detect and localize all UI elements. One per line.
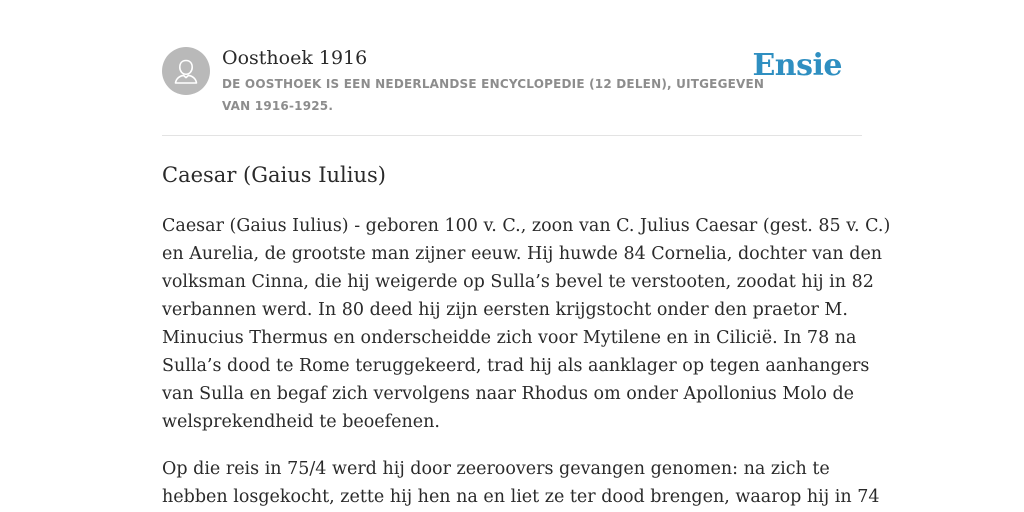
paragraph-line: Sulla’s dood te Rome teruggekeerd, trad hij als aanklager op tegen aanhangers bbox=[162, 356, 870, 376]
source-info bbox=[222, 44, 765, 117]
source-description bbox=[222, 73, 765, 117]
paragraph-line: van Sulla en begaf zich vervolgens naar Rhodus om onder Apollonius Molo de bbox=[162, 384, 855, 404]
article-body bbox=[162, 212, 891, 512]
source-description-line: DE OOSTHOEK IS EEN NEDERLANDSE ENCYCLOPEDIE (12 DELEN), UITGEGEVEN bbox=[222, 77, 765, 91]
paragraph-line: Minucius Thermus en onderscheidde zich voor Mytilene en in Cilicië. In 78 na bbox=[162, 328, 857, 348]
paragraph-line: Caesar (Gaius Iulius) - geboren 100 v. C., zoon van C. Julius Caesar (gest. 85 v. C.) bbox=[162, 216, 891, 236]
paragraph-line: Op die reis in 75/4 werd hij door zeeroovers gevangen genomen: na zich te bbox=[162, 459, 830, 479]
avatar[interactable] bbox=[162, 47, 210, 95]
paragraph-line: volksman Cinna, die hij weigerde op Sulla’s bevel te verstooten, zoodat hij in 82 bbox=[162, 272, 874, 292]
ensie-logo[interactable]: Ensie bbox=[752, 48, 842, 83]
source-title[interactable]: Oosthoek 1916 bbox=[222, 47, 368, 69]
source-header bbox=[162, 44, 862, 136]
user-silhouette-icon bbox=[162, 47, 210, 95]
paragraph-line: en Aurelia, de grootste man zijner eeuw. Hij huwde 84 Cornelia, dochter van den bbox=[162, 244, 883, 264]
source-description-line: VAN 1916-1925. bbox=[222, 99, 334, 113]
article-paragraph bbox=[162, 212, 891, 436]
article-paragraph bbox=[162, 455, 880, 511]
paragraph-line: welsprekendheid te beoefenen. bbox=[162, 412, 440, 432]
paragraph-line: hebben losgekocht, zette hij hen na en liet ze ter dood brengen, waarop hij in 74 bbox=[162, 487, 880, 507]
paragraph-line: verbannen werd. In 80 deed hij zijn eersten krijgstocht onder den praetor M. bbox=[162, 300, 848, 320]
article-title: Caesar (Gaius Iulius) bbox=[162, 163, 386, 187]
